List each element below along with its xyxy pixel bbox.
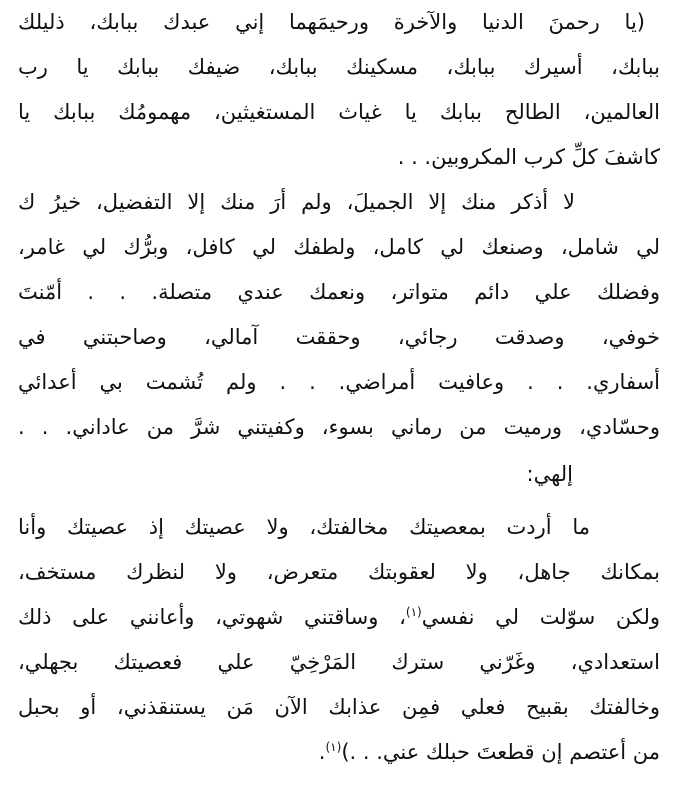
text-line (319, 730, 660, 775)
text-segment: ولكن سوّلت لي نفسي (421, 605, 661, 629)
end-punctuation: . (318, 740, 326, 764)
footnote-marker: (١) (325, 740, 342, 754)
text-line: لي شامل، وصنعك لي كامل، ولطفك لي كافل، وبرُّك لي غامر، (18, 235, 660, 259)
text-line: كاشفَ كلِّ كرب المكروبين. . . (397, 145, 660, 169)
text-line: بمكانك جاهل، ولا لعقوبتك متعرض، ولا لنظرك مستخف، (18, 560, 660, 584)
text-line: وفضلك علي دائم متواتر، ونعمك عندي متصلة. . . أمّنتَ (18, 280, 660, 304)
text-line: وحسّادي، ورميت من رماني بسوء، وكفيتني شرَّ من عاداني. . . (18, 415, 660, 439)
text-line: وخالفتك بقبيح فعلي فمِن عذابك الآن مَن يستنقذني، أو بحبل (18, 695, 660, 719)
text-line: خوفي، وصدقت رجائي، وحققت آمالي، وصاحبتني في (18, 325, 660, 349)
text-line: (يا رحمنَ الدنيا والآخرة ورحيمَهما إني عبدك ببابك، ذليلك (18, 10, 645, 34)
text-line (18, 595, 660, 640)
text-line: أسفاري. . . وعافيت أمراضي. . . ولم تُشمت بي أعدائي (18, 370, 660, 394)
section-heading: إلهي: (526, 462, 573, 486)
text-segment: من أعتصم إن قطعتَ حبلك عني. . .) (341, 740, 660, 764)
text-line: العالمين، الطالح ببابك يا غياث المستغيثين، مهمومُك ببابك يا (18, 100, 660, 124)
text-line: استعدادي، وغَرّني سترك المَرْخِيّ علي فعصيتك بجهلي، (18, 650, 660, 674)
text-line: لا أذكر منك إلا الجميلَ، ولم أرَ منك إلا التفضيل، خيرُ ك (18, 190, 575, 214)
text-line: ببابك، أسيرك ببابك، مسكينك ببابك، ضيفك ببابك يا رب (18, 55, 660, 79)
text-line: ما أردت بمعصيتك مخالفتك، ولا عصيتك إذ عصيتك وأنا (18, 515, 590, 539)
text-segment: ، وساقتني شهوتي، وأعانني على ذلك (18, 605, 406, 629)
footnote-marker: (١) (405, 605, 422, 619)
